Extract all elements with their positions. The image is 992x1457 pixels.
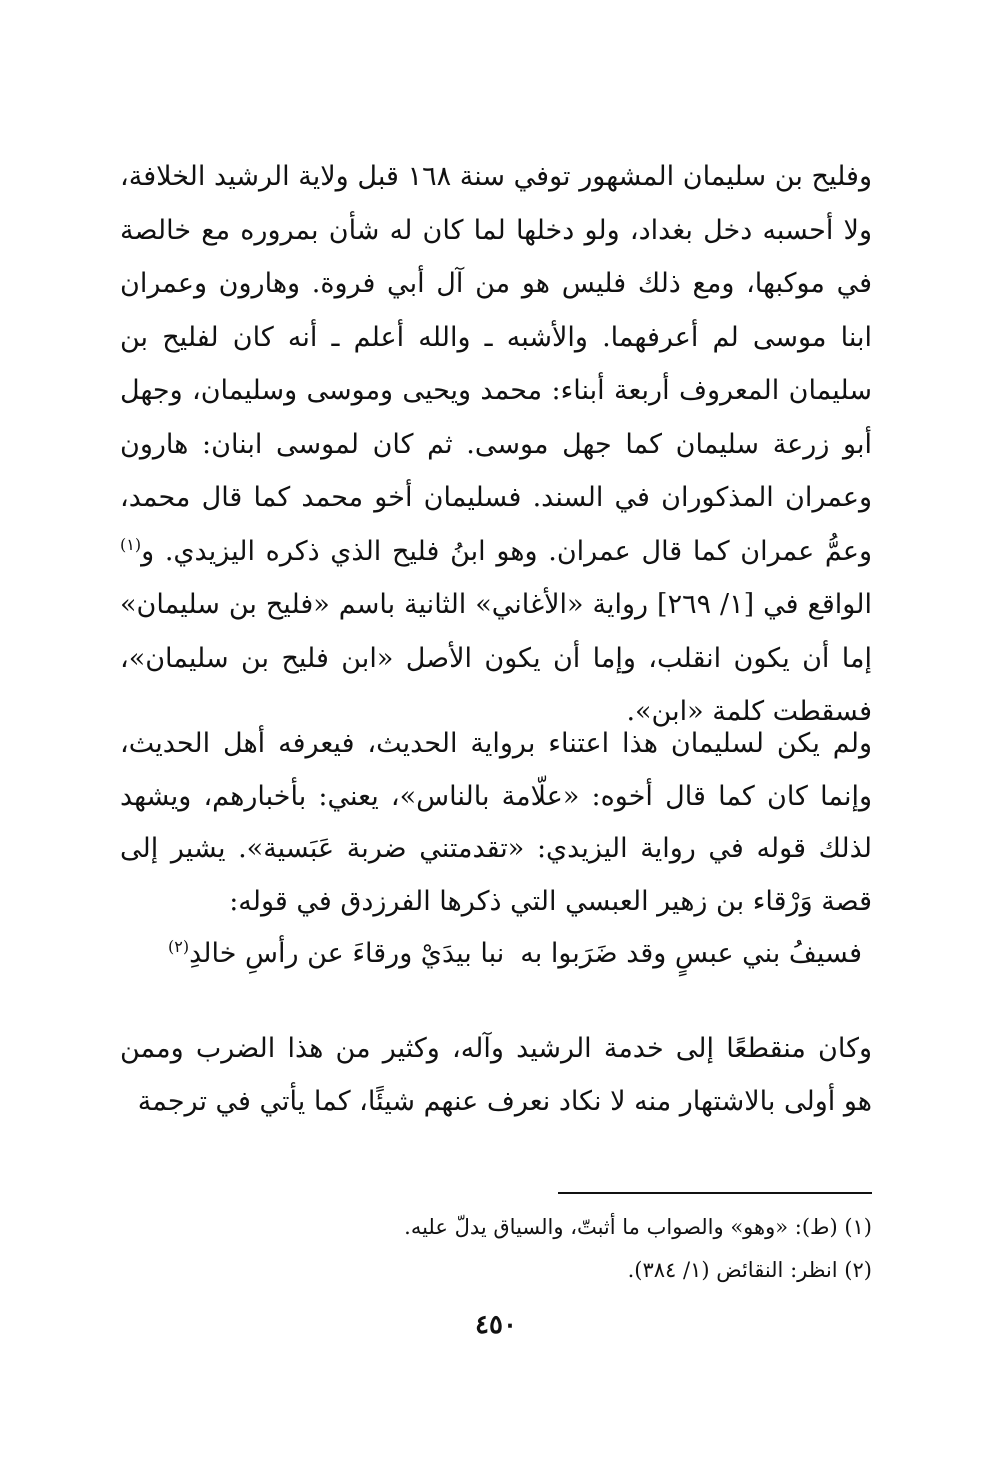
page-number: ٤٥٠ [475, 1310, 517, 1340]
footnote-separator [558, 1192, 872, 1194]
footnotes [300, 1206, 872, 1292]
footnote-marker-2[interactable]: (٢) [168, 937, 190, 956]
footnote-marker-1[interactable]: (١) [120, 534, 142, 554]
footnote-2: (٢) انظر: النقائض (١/ ٣٨٤). [627, 1258, 872, 1282]
poem-hemistich-1: فسيفُ بني عبسٍ وقد ضَرَبوا به [520, 938, 862, 969]
paragraph-3: وكان منقطعًا إلى خدمة الرشيد وآله، وكثير من هذا الضرب وممن هو أولى بالاشتهار منه لا نكاد نعرف عنهم شيئًا، كما يأتي في ترجمة [120, 1033, 872, 1117]
poem-verse [120, 938, 872, 998]
paragraph-1 [120, 150, 872, 739]
paragraph-1-tail: الواقع في [١/ ٢٦٩] رواية «الأغاني» الثانية باسم «فليح بن سليمان» إما أن يكون انقلب، وإما أن يكون الأصل «ابن فليح بن سليمان»، فسقطت كلمة «ابن». [120, 589, 872, 727]
footnote-1: (١) (ط): «وهو» والصواب ما أثبتّ، والسياق يدلّ عليه. [404, 1215, 872, 1239]
poem-hemistich-2 [168, 938, 504, 969]
poem-hemistich-2-text: نبا بيدَيْ ورقاءَ عن رأسِ خالدِ [189, 938, 505, 969]
paragraph-2: ولم يكن لسليمان هذا اعتناء برواية الحديث، فيعرفه أهل الحديث، وإنما كان كما قال أخوه: «علّامة بالناس»، يعني: بأخبارهم، ويشهد لذلك قوله في رواية اليزيدي: «تقدمتني ضربة عَبَسية». يشير إلى قصة وَرْقاء بن زهير العبسي التي ذكرها الفرزدق في قوله: [120, 728, 872, 917]
paragraph-1-text: وفليح بن سليمان المشهور توفي سنة ١٦٨ قبل ولاية الرشيد الخلافة، ولا أحسبه دخل بغداد، ولو دخلها لما كان له شأن بمروره مع خالصة في موكبها، ومع ذلك فليس هو من آل أبي فروة. وهارون وعمران ابنا موسى لم أعرفهما. والأشبه ـ والله أعلم ـ أنه كان لفليح بن سليمان المعروف أربعة أبناء: محمد ويحيى وموسى وسليمان، وجهل أبو زرعة سليمان كما جهل موسى. ثم كان لموسى ابنان: هارون وعمران المذكوران في السند. فسليمان أخو محمد كما قال محمد، وعمُّ عمران كما قال عمران. وهو ابنُ فليح الذي ذكره اليزيدي. و [120, 161, 872, 567]
